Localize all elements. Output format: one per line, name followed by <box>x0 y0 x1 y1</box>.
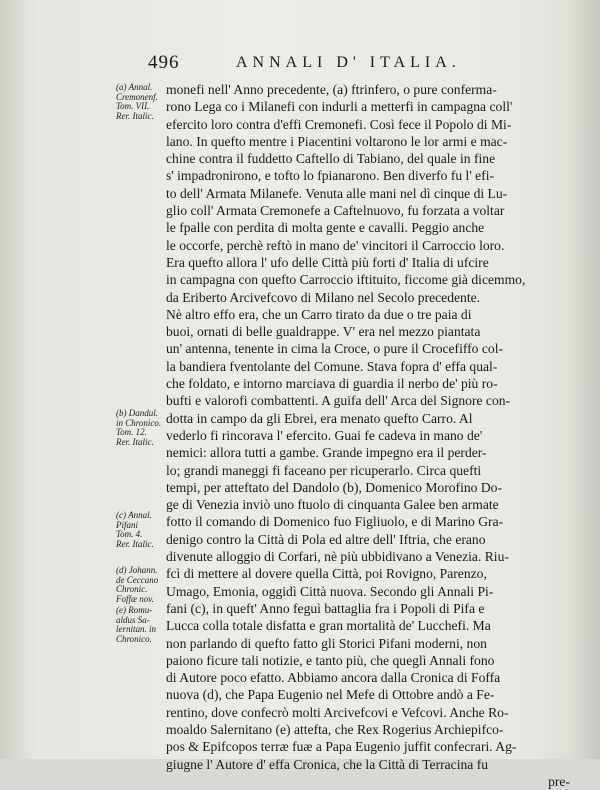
note-line: Rer. Italic. <box>116 538 154 549</box>
note-line: Chronic. <box>116 584 148 595</box>
text-line: le fpalle con perdita di molta gente e cavalli. Peggio anche <box>166 220 485 236</box>
running-title: ANNALI D' ITALIA. <box>236 54 461 71</box>
text-line: fani (c), in queft' Anno feguì battaglia fra i Popoli di Pifa e <box>166 600 485 616</box>
margin-note <box>116 511 170 549</box>
text-line: in campagna con quefto Carroccio iftituito, ficcome già dicemmo, <box>166 272 526 288</box>
text-line: lo; grandi maneggi fi faceano per ricuperarlo. Circa quefti <box>166 462 482 478</box>
margin-note <box>116 409 170 447</box>
text-line: Umago, Emonia, oggidì Città nuova. Secondo gli Annali Pi- <box>166 583 494 599</box>
text-line: bufti e valorofi combattenti. A guifa dell' Arca del Signore con- <box>166 393 511 409</box>
note-line: Foffæ nov. <box>116 593 154 604</box>
text-line: Lucca colla totale disfatta e gran mortalità de' Lucchefi. Ma <box>166 618 491 634</box>
text-line: to dell' Armata Milanefe. Venuta alle mani nel dì cinque di Lu- <box>166 185 508 201</box>
text-line: rentino, dove confecrò molti Arcivefcovi e Vefcovi. Anche Ro- <box>166 704 509 720</box>
page-header <box>148 52 488 80</box>
body-text <box>166 81 570 790</box>
text-line: fotto il comando di Domenico fuo Figliuolo, e di Marino Gra- <box>166 514 504 530</box>
text-line: pos & Epifcopos terræ fuæ a Papa Eugenio juffit confecrari. Ag- <box>166 739 517 755</box>
text-line: giugne l' Autore d' effa Cronica, che la Città di Terracina fu <box>166 756 489 772</box>
note-line: (a) Annal. <box>116 82 153 92</box>
text-line: vederlo fi rincorava l' efercito. Guai fe cadeva in mano de' <box>166 427 483 443</box>
text-line: Era quefto allora l' ufo delle Città più forti d' Italia di ufcire <box>166 254 489 270</box>
text-line: glio coll' Armata Cremonefe a Caftelnuovo, fu forzata a voltar <box>166 203 505 219</box>
text-line: dotta in campo da gli Ebrei, era menato quefto Carro. Al <box>166 410 473 426</box>
text-line: le occorfe, perchè reftò in mano de' vincitori il Carroccio loro. <box>166 237 505 253</box>
note-line: aldus Sa- <box>116 614 150 625</box>
note-line: Tom. VII. <box>116 101 150 112</box>
page-number: 496 <box>148 52 180 73</box>
catchword: pre- <box>548 773 570 789</box>
text-line: moaldo Salernitano (e) attefta, che Rex Rogerius Archiepifco- <box>166 721 504 737</box>
text-line: la bandiera fventolante del Comune. Stava fopra d' effa qual- <box>166 358 498 374</box>
text-line: divenute alloggio di Corfari, nè più ubbidivano a Venezia. Riu- <box>166 549 509 565</box>
text-line: fcì di mettere al dovere quella Città, poi Rovigno, Parenzo, <box>166 566 487 582</box>
text-line: paiono ficure tali notizie, e tanto più, che queglì Annali fono <box>166 652 495 668</box>
note-line: in Chronico. <box>116 417 162 428</box>
note-line: lernitan. in <box>116 624 156 635</box>
note-line: Rer. Italic. <box>116 110 154 121</box>
text-line: lano. In quefto mentre i Piacentini voltarono le lor armi e mac- <box>166 133 508 149</box>
text-line: rono Lega co i Milanefi con indurli a metterfi in campagna coll' <box>166 99 513 115</box>
note-line: Chronico. <box>116 633 152 644</box>
text-line: tempi, per atteftato del Dandolo (b), Domenico Morofino Do- <box>166 479 502 495</box>
note-line: (d) Johann. <box>116 565 158 575</box>
text-line: chine contra il fuddetto Caftello di Tabiano, del quale in fine <box>166 151 496 167</box>
note-line: (e) Romu- <box>116 605 153 615</box>
text-line: buoi, ornati di belle gualdrappe. V' era nel mezzo piantata <box>166 324 481 340</box>
note-line: (c) Annal. <box>116 510 152 520</box>
text-line: Nè altro effo era, che un Carro tirato da due o tre paia di <box>166 306 472 322</box>
text-line: s' impadronirono, e tofto lo fpianarono. Ben diverfo fu l' efi- <box>166 168 495 184</box>
margin-note <box>116 83 170 121</box>
note-line: Cremonenf. <box>116 91 158 102</box>
note-line: Tom. 4. <box>116 529 143 540</box>
text-line: nemici: allora tutti a gambe. Grande impegno era il perder- <box>166 445 487 461</box>
page-edge-shadow <box>570 0 600 759</box>
text-line: monefi nell' Anno precedente, (a) ftrinfero, o pure conferma- <box>166 82 497 97</box>
margin-note <box>116 566 170 604</box>
text-line: di Autore poco efatto. Abbiamo ancora dalla Cronica di Foffa <box>166 670 501 686</box>
text-line: nuova (d), che Papa Eugenio nel Mefe di Ottobre andò a Fe- <box>166 687 495 703</box>
note-line: Tom. 12. <box>116 427 147 438</box>
text-line: denigo contro la Città di Pola ed altre dell' Iftria, che erano <box>166 531 486 547</box>
note-line: de Ceccano <box>116 574 159 585</box>
text-line: ge di Venezia inviò uno ftuolo di cinquanta Galee ben armate <box>166 497 499 513</box>
text-line: efercito loro contra d'effi Cremonefi. Così fece il Popolo di Mi- <box>166 116 512 132</box>
note-line: (b) Dandul. <box>116 408 158 418</box>
note-line: Rer. Italic. <box>116 436 154 447</box>
text-line: da Eriberto Arcivefcovo di Milano nel Secolo precedente. <box>166 289 481 305</box>
text-line: che foldato, e intorno marciava di guardia il nerbo de' più ro- <box>166 376 498 392</box>
margin-note <box>116 606 170 644</box>
text-line: non parlando di quefto fatto gli Storici Pifani moderni, non <box>166 635 487 651</box>
note-line: Pifani <box>116 519 138 530</box>
text-line: un' antenna, tenente in cima la Croce, o pure il Crocefiffo col- <box>166 341 504 357</box>
